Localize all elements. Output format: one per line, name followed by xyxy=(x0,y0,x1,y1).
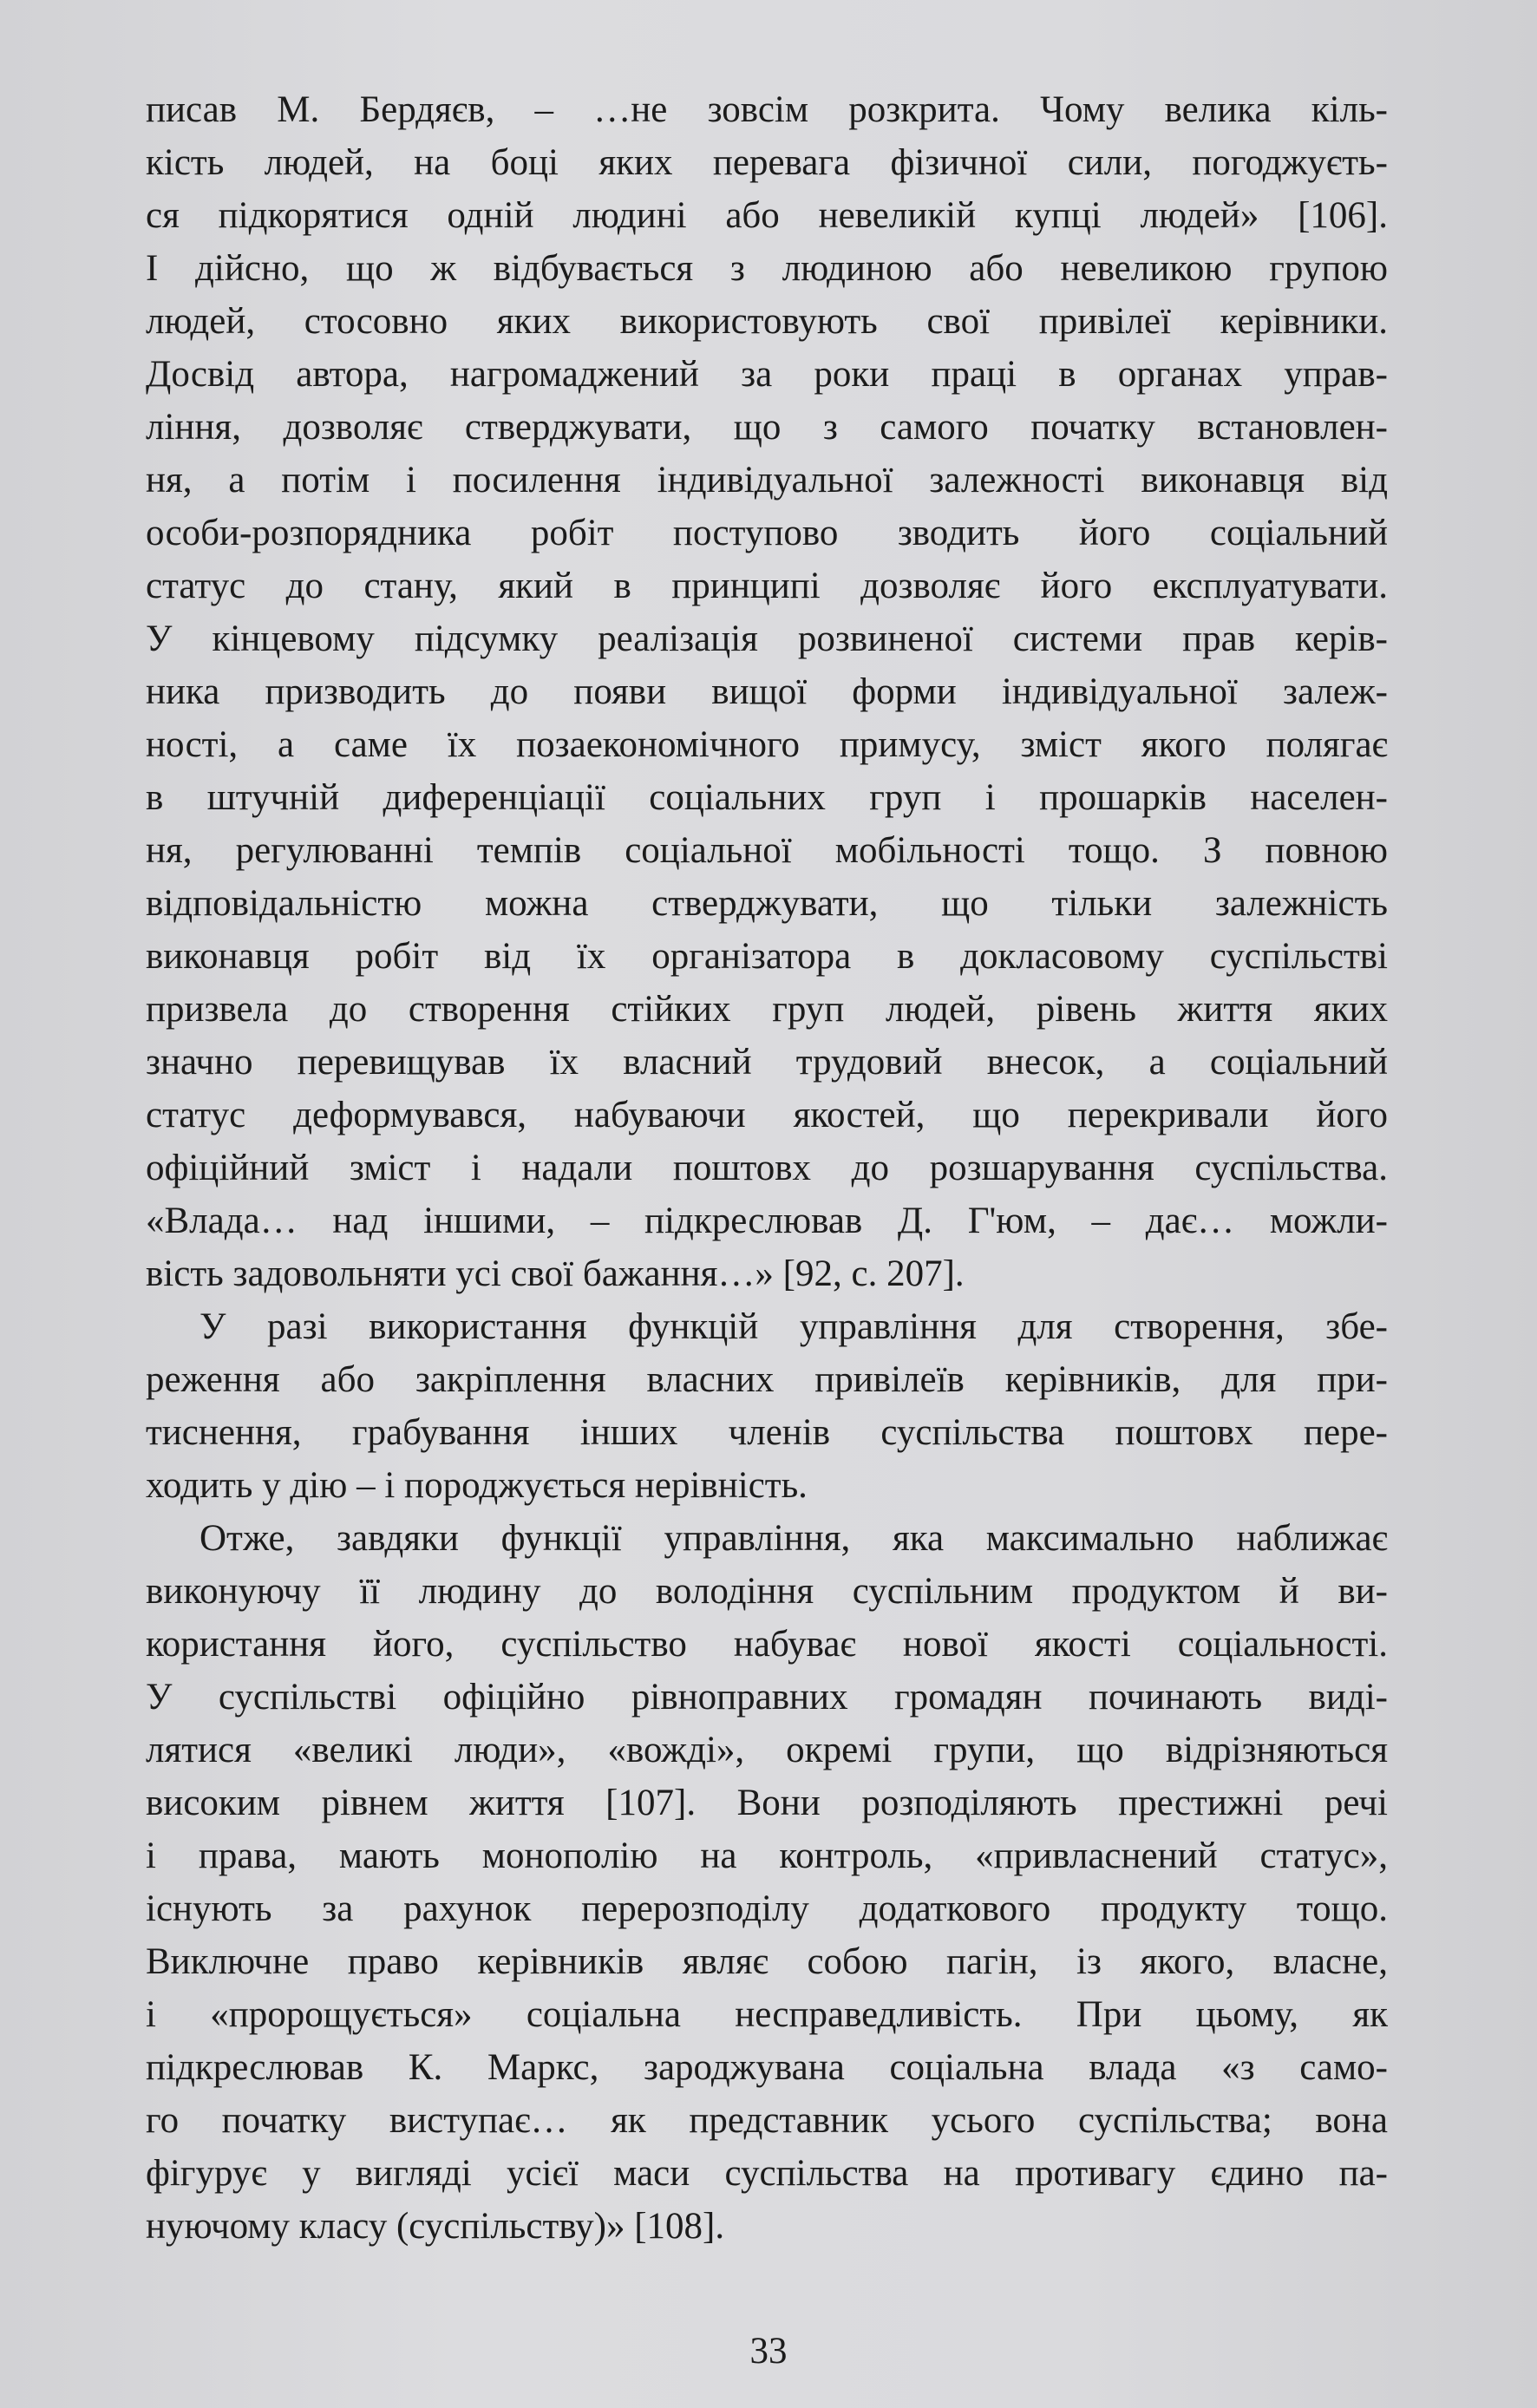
text-line: го початку виступає… як представник усього суспільства; вона xyxy=(146,2100,1388,2141)
text-line: «Влада… над іншими, – підкреслював Д. Г'юм, – дає… можли- xyxy=(146,1201,1388,1241)
text-line: ня, а потім і посилення індивідуальної залежності виконавця від xyxy=(146,460,1388,501)
text-line: статус до стану, який в принципі дозволяє його експлуатувати. xyxy=(146,566,1388,606)
text-line: ся підкорятися одній людині або невеликій купці людей» [106]. xyxy=(146,195,1388,236)
paragraph-start-line: Отже, завдяки функції управління, яка максимально наближає xyxy=(199,1518,1388,1559)
text-line: Виключне право керівників являє собою пагін, із якого, власне, xyxy=(146,1941,1388,1982)
text-line: ління, дозволяє стверджувати, що з самого початку встановлен- xyxy=(146,407,1388,448)
text-line: відповідальністю можна стверджувати, що тільки залежність xyxy=(146,883,1388,924)
text-line: існують за рахунок перерозподілу додаткового продукту тощо. xyxy=(146,1888,1388,1929)
text-line: писав М. Бердяєв, – …не зовсім розкрита. Чому велика кіль- xyxy=(146,89,1388,130)
text-line: У кінцевому підсумку реалізація розвиненої системи прав керів- xyxy=(146,618,1388,659)
text-line: фігурує у вигляді усієї маси суспільства на противагу єдино па- xyxy=(146,2153,1388,2194)
text-line: підкреслював К. Маркс, зароджувана соціальна влада «з само- xyxy=(146,2047,1388,2088)
text-line: І дійсно, що ж відбувається з людиною або невеликою групою xyxy=(146,248,1388,289)
text-line: значно перевищував їх власний трудовий внесок, а соціальний xyxy=(146,1042,1388,1083)
text-line: в штучній диференціації соціальних груп і прошарків населен- xyxy=(146,777,1388,818)
text-line: ходить у дію – і породжується нерівність. xyxy=(146,1465,808,1506)
text-line: виконавця робіт від їх організатора в докласовому суспільстві xyxy=(146,936,1388,977)
text-line: особи-розпорядника робіт поступово зводить його соціальний xyxy=(146,513,1388,553)
text-line: призвела до створення стійких груп людей, рівень життя яких xyxy=(146,989,1388,1030)
text-line: ня, регулюванні темпів соціальної мобільності тощо. З повною xyxy=(146,830,1388,871)
text-line: високим рівнем життя [107]. Вони розподіляють престижні речі xyxy=(146,1783,1388,1823)
text-line: і «пророщується» соціальна несправедливість. При цьому, як xyxy=(146,1994,1388,2035)
text-line: ника призводить до появи вищої форми індивідуальної залеж- xyxy=(146,671,1388,712)
paragraph-start-line: У разі використання функцій управління для створення, збе- xyxy=(199,1306,1388,1347)
body-text xyxy=(146,83,1388,2253)
text-line: користання його, суспільство набуває нової якості соціальності. xyxy=(146,1624,1388,1665)
text-line: вість задовольняти усі свої бажання…» [92, с. 207]. xyxy=(146,1253,965,1294)
page-number: 33 xyxy=(749,2331,788,2372)
text-line: офіційний зміст і надали поштовх до розшарування суспільства. xyxy=(146,1148,1388,1188)
text-line: виконуючу її людину до володіння суспільним продуктом й ви- xyxy=(146,1571,1388,1612)
text-line: Досвід автора, нагромаджений за роки праці в органах управ- xyxy=(146,354,1388,395)
text-line: кість людей, на боці яких перевага фізичної сили, погоджуєть- xyxy=(146,142,1388,183)
text-line: ності, а саме їх позаекономічного примусу, зміст якого полягає xyxy=(146,724,1388,765)
text-line: нуючому класу (суспільству)» [108]. xyxy=(146,2206,725,2247)
text-line: людей, стосовно яких використовують свої привілеї керівники. xyxy=(146,301,1388,342)
text-line: реження або закріплення власних привілеїв керівників, для при- xyxy=(146,1359,1388,1400)
text-line: і права, мають монополію на контроль, «привласнений статус», xyxy=(146,1835,1388,1876)
text-line: статус деформувався, набуваючи якостей, що перекривали його xyxy=(146,1095,1388,1135)
text-line: У суспільстві офіційно рівноправних громадян починають виді- xyxy=(146,1677,1388,1718)
text-line: лятися «великі люди», «вожді», окремі групи, що відрізняються xyxy=(146,1730,1388,1770)
text-line: тиснення, грабування інших членів суспільства поштовх пере- xyxy=(146,1412,1388,1453)
